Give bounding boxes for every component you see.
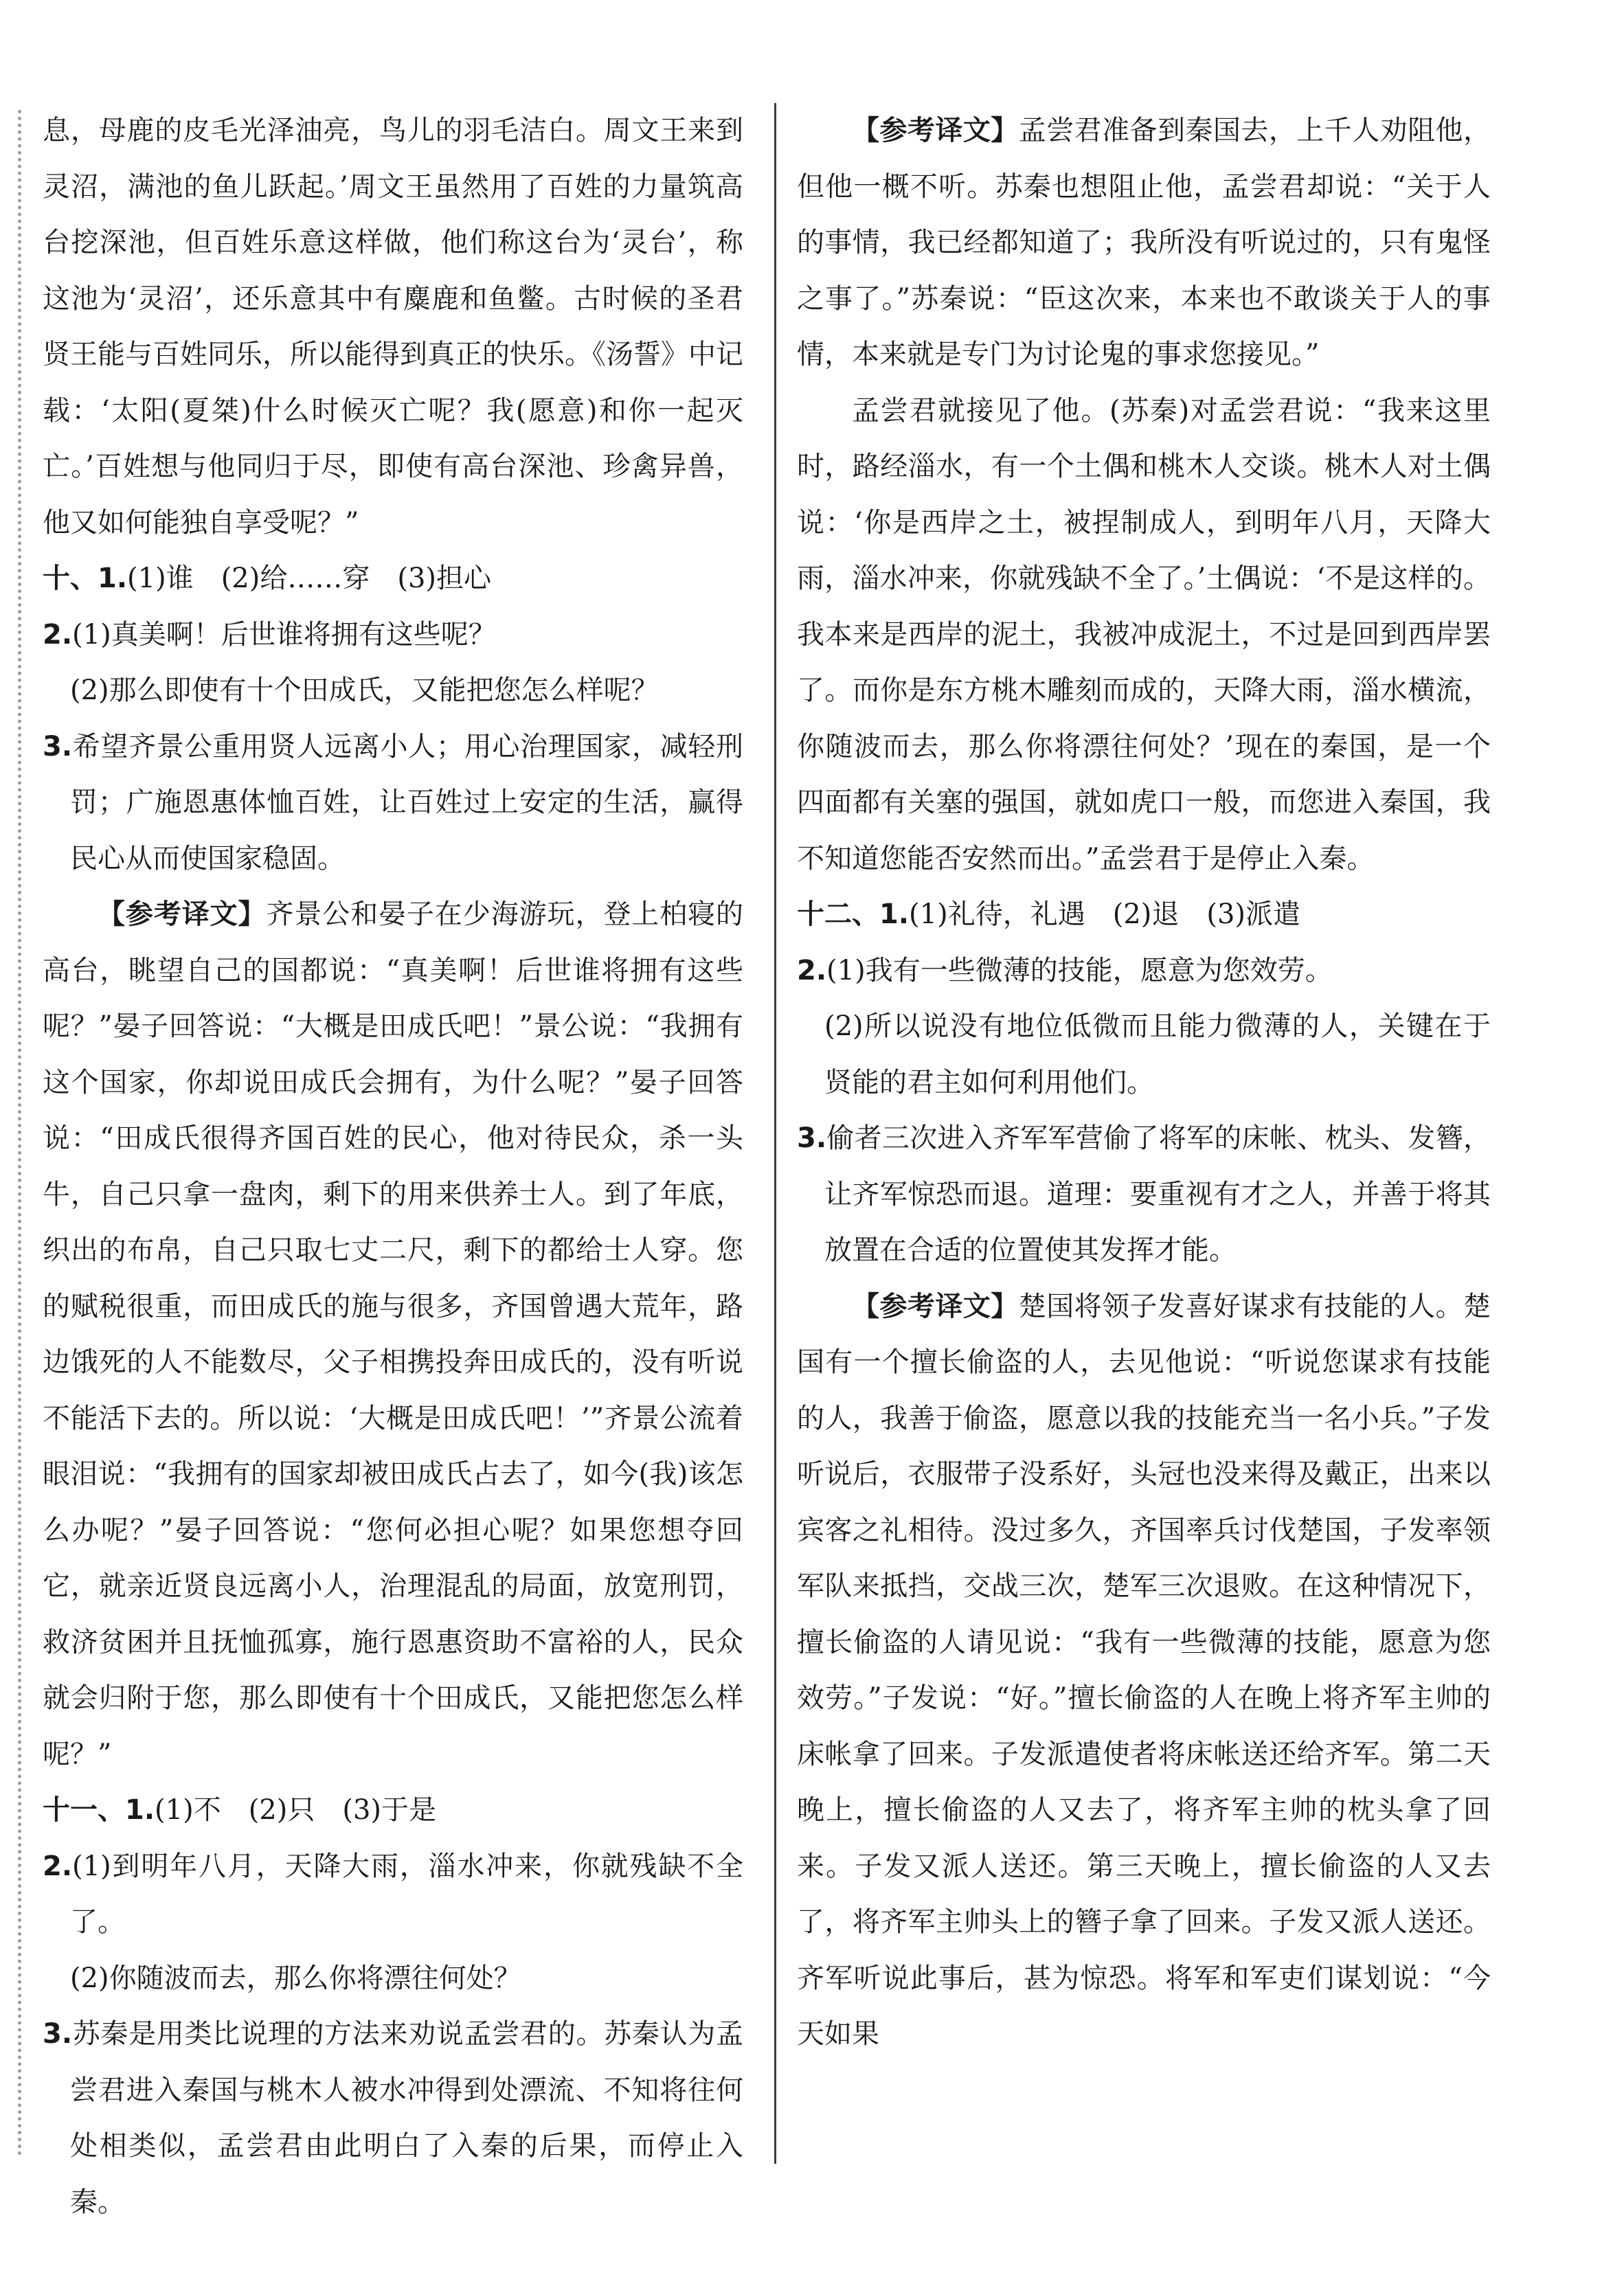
q3-number: 3. bbox=[43, 2018, 73, 2050]
s12-q2a-answer: (1)我有一些微薄的技能，愿意为您效劳。 bbox=[826, 954, 1333, 986]
q2-number: 2. bbox=[43, 1850, 73, 1882]
section-10-heading: 十、 bbox=[43, 563, 98, 594]
column-divider bbox=[774, 103, 776, 2164]
s10-q2b-answer: (2)那么即使有十个田成氏，又能把您怎么样呢？ bbox=[70, 675, 659, 706]
section-11-q3 bbox=[43, 2006, 743, 2230]
left-column bbox=[43, 103, 743, 2230]
q3-number: 3. bbox=[797, 1122, 827, 1154]
s12-q2b-answer: (2)所以说没有地位低微而且能力微薄的人，关键在于贤能的君主如何利用他们。 bbox=[824, 1010, 1491, 1098]
section-10-q1 bbox=[43, 551, 743, 607]
section-12-q1 bbox=[797, 887, 1491, 943]
s10-q1-answer: (1)谁 (2)给……穿 (3)担心 bbox=[127, 563, 492, 594]
section-11-translation bbox=[797, 103, 1491, 383]
q1-number: 1. bbox=[125, 1794, 155, 1826]
section-11-q2 bbox=[43, 1839, 743, 1951]
section-12-q2 bbox=[797, 943, 1491, 999]
q2-number: 2. bbox=[797, 954, 827, 986]
s11-translation-text-1: 孟尝君准备到秦国去，上千人劝阻他，但他一概不听。苏秦也想阻止他，孟尝君却说：“关于人的事情，我已经都知道了；我所没有听说过的，只有鬼怪之事了。”苏秦说：“臣这次来，本来也不敢谈关于人的事情，本来就是专门为讨论鬼的事求您接见。” bbox=[797, 115, 1491, 370]
section-12-translation bbox=[797, 1279, 1491, 2063]
q3-number: 3. bbox=[43, 730, 73, 762]
s11-q3-answer: 苏秦是用类比说理的方法来劝说孟尝君的。苏秦认为孟尝君进入秦国与桃木人被水冲得到处漂流、不知将往何处相类似，孟尝君由此明白了入秦的后果，而停止入秦。 bbox=[70, 2018, 743, 2218]
s12-translation-text: 楚国将领子发喜好谋求有技能的人。楚国有一个擅长偷盗的人，去见他说：“听说您谋求有技能的人，我善于偷盗，愿意以我的技能充当一名小兵。”子发听说后，衣服带子没系好，头冠也没来得及戴正，出来以宾客之礼相待。没过多久，齐国率兵讨伐楚国，子发率领军队来抵挡，交战三次，楚军三次退败。在这种情况下，擅长偷盗的人请见说：“我有一些微薄的技能，愿意为您效劳。”子发说：“好。”擅长偷盗的人在晚上将齐军主帅的床帐拿了回来。子发派遣使者将床帐送还给齐军。第二天晚上，擅长偷盗的人又去了，将齐军主帅的枕头拿了回来。子发又派人送还。第三天晚上，擅长偷盗的人又去了，将齐军主帅头上的簪子拿了回来。子发又派人送还。齐军听说此事后，甚为惊恐。将军和军吏们谋划说：“今天如果 bbox=[797, 1290, 1491, 2050]
translation-continued: 息，母鹿的皮毛光泽油亮，鸟儿的羽毛洁白。周文王来到灵沼，满池的鱼儿跃起。’周文王虽然用了百姓的力量筑高台挖深池，但百姓乐意这样做，他们称这台为‘灵台’，称这池为‘灵沼’，还乐意其中有麋鹿和鱼鳖。古时候的圣君贤王能与百姓同乐，所以能得到真正的快乐。《汤誓》中记载：‘太阳(夏桀)什么时候灭亡呢？我(愿意)和你一起灭亡。’百姓想与他同归于尽，即使有高台深池、珍禽异兽，他又如何能独自享受呢？” bbox=[43, 115, 743, 539]
s11-q2b-answer: (2)你随波而去，那么你将漂往何处？ bbox=[70, 1962, 521, 1994]
s10-translation-text: 齐景公和晏子在少海游玩，登上柏寝的高台，眺望自己的国都说：“真美啊！后世谁将拥有这些呢？”晏子回答说：“大概是田成氏吧！”景公说：“我拥有这个国家，你却说田成氏会拥有，为什么呢？”晏子回答说：“田成氏很得齐国百姓的民心，他对待民众，杀一头牛，自己只拿一盘肉，剩下的用来供养士人。到了年底，织出的布帛，自己只取七丈二尺，剩下的都给士人穿。您的赋税很重，而田成氏的施与很多，齐国曾遇大荒年，路边饿死的人不能数尽，父子相携投奔田成氏的，没有听说不能活下去的。所以说：‘大概是田成氏吧！’”齐景公流着眼泪说：“我拥有的国家却被田成氏占去了，如今(我)该怎么办呢？”晏子回答说：“您何必担心呢？如果您想夺回它，就亲近贤良远离小人，治理混乱的局面，放宽刑罚，救济贫困并且抚恤孤寡，施行恩惠资助不富裕的人，民众就会归附于您，那么即使有十个田成氏，又能把您怎么样呢？” bbox=[43, 898, 744, 1770]
s11-q2a-answer: (1)到明年八月，天降大雨，淄水冲来，你就残缺不全了。 bbox=[70, 1850, 743, 1938]
q2-number: 2. bbox=[43, 618, 73, 651]
binding-dots bbox=[18, 110, 21, 2157]
s11-translation-text-2: 孟尝君就接见了他。(苏秦)对孟尝君说：“我来这里时，路经淄水，有一个土偶和桃木人交谈。桃木人对土偶说：‘你是西岸之土，被捏制成人，到明年八月，天降大雨，淄水冲来，你就残缺不全了。’土偶说：‘不是这样的。我本来是西岸的泥土，我被冲成泥土，不过是回到西岸罢了。而你是东方桃木雕刻而成的，天降大雨，淄水横流，你随波而去，那么你将漂往何处？’现在的秦国，是一个四面都有关塞的强国，就如虎口一般，而您进入秦国，我不知道您能否安然而出。”孟尝君于是停止入秦。 bbox=[797, 394, 1491, 874]
section-10-q2 bbox=[43, 607, 743, 664]
section-12-q3 bbox=[797, 1111, 1491, 1279]
reference-translation-tag: 【参考译文】 bbox=[98, 898, 267, 930]
s10-q3-answer: 希望齐景公重用贤人远离小人；用心治理国家，减轻刑罚；广施恩惠体恤百姓，让百姓过上安定的生活，赢得民心从而使国家稳固。 bbox=[70, 730, 743, 874]
reference-translation-tag: 【参考译文】 bbox=[852, 1290, 1019, 1322]
section-11-q1 bbox=[43, 1783, 743, 1839]
section-12-heading: 十二、 bbox=[797, 898, 879, 930]
s12-q1-answer: (1)礼待，礼遇 (2)退 (3)派遣 bbox=[909, 898, 1301, 930]
q1-number: 1. bbox=[879, 898, 910, 930]
s10-q2a-answer: (1)真美啊！后世谁将拥有这些呢？ bbox=[72, 618, 496, 651]
q1-number: 1. bbox=[98, 563, 128, 594]
section-11-heading: 十一、 bbox=[43, 1794, 125, 1826]
section-10-translation bbox=[43, 887, 743, 1783]
section-10-q3 bbox=[43, 719, 743, 887]
s12-q3-answer: 偷者三次进入齐军军营偷了将军的床帐、枕头、发簪，让齐军惊恐而退。道理：要重视有才之人，并善于将其放置在合适的位置使其发挥才能。 bbox=[824, 1122, 1491, 1266]
right-column bbox=[797, 103, 1491, 2063]
reference-translation-tag: 【参考译文】 bbox=[852, 115, 1019, 146]
s11-q1-answer: (1)不 (2)只 (3)于是 bbox=[155, 1794, 437, 1826]
